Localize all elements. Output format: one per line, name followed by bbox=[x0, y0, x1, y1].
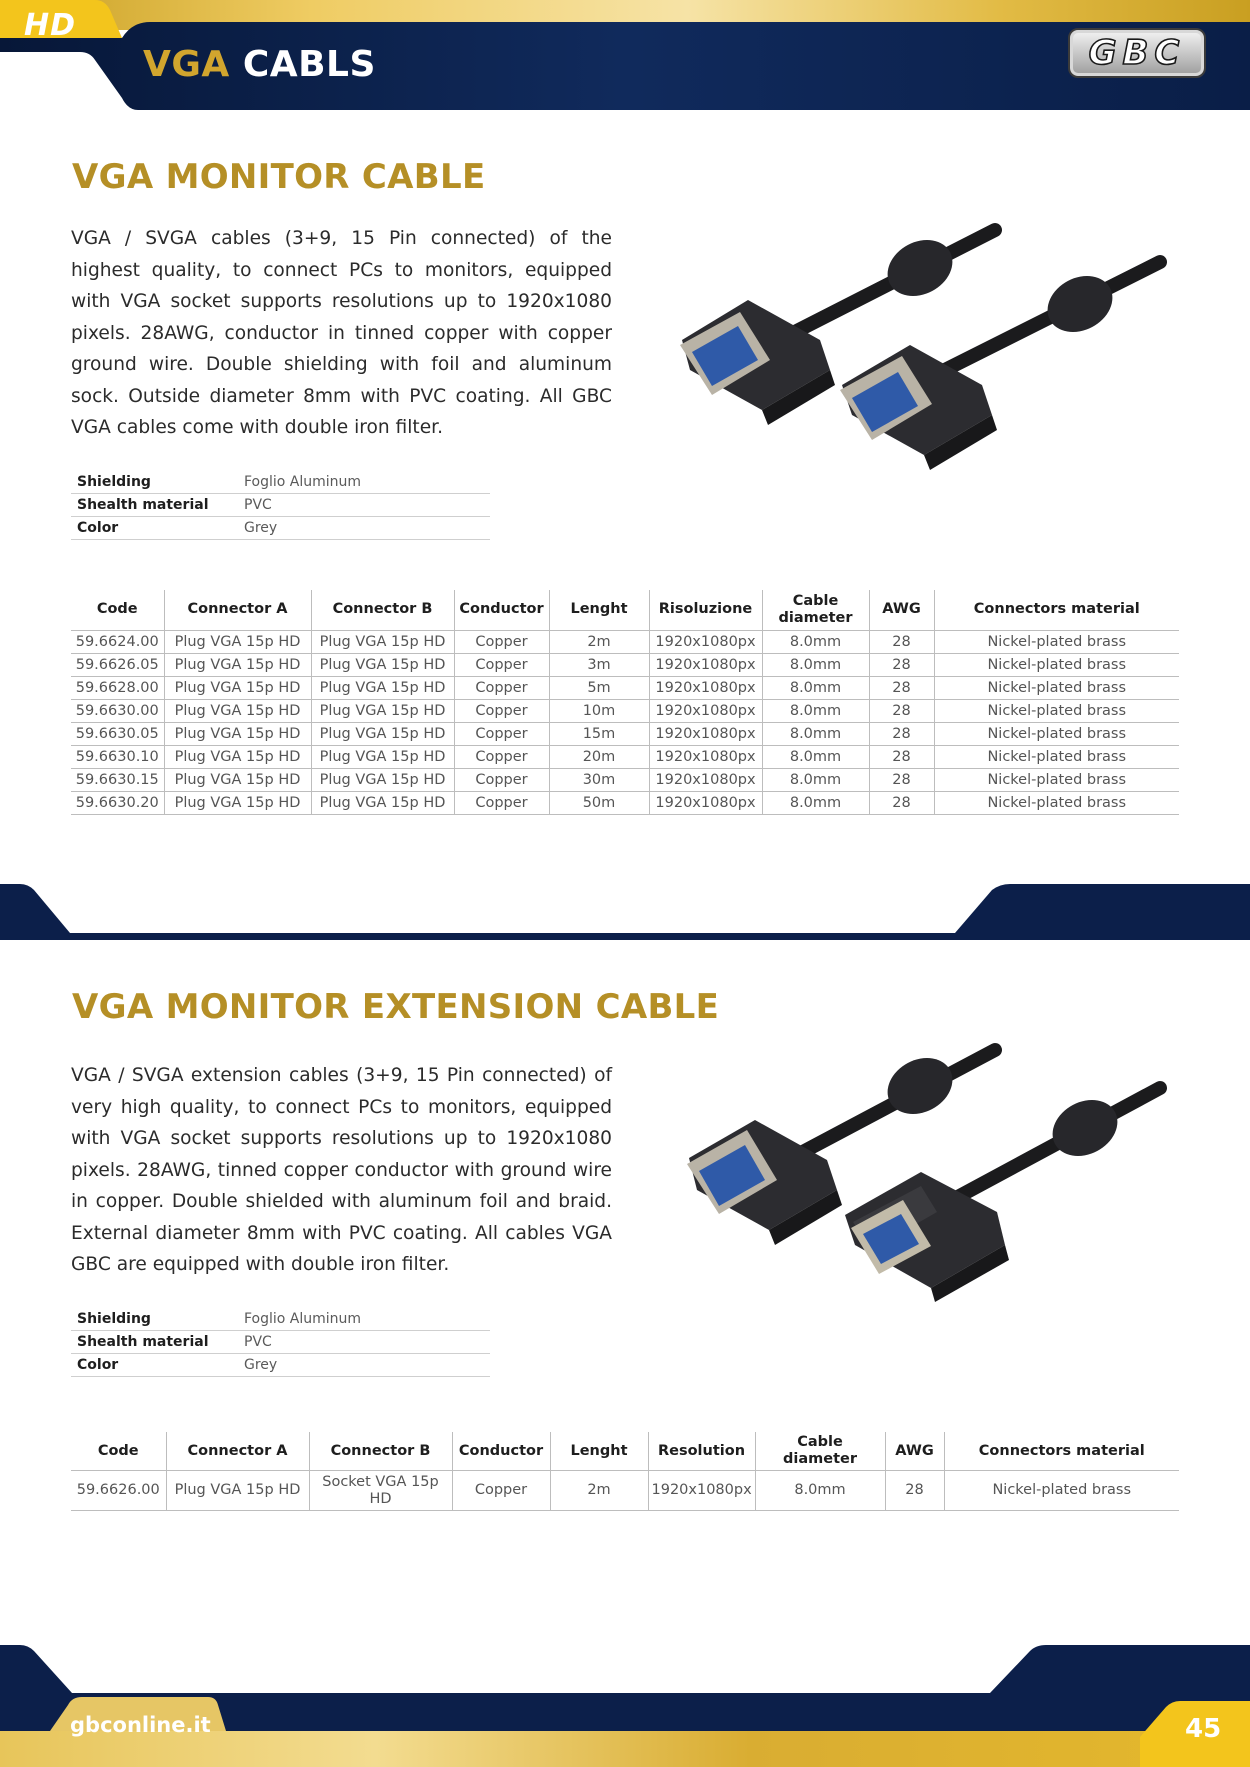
table-cell: Copper bbox=[454, 630, 549, 653]
spec-row bbox=[71, 471, 490, 494]
spec-row bbox=[71, 1331, 490, 1354]
table-cell: 1920x1080px bbox=[649, 699, 762, 722]
table-cell: Nickel-plated brass bbox=[934, 722, 1179, 745]
table-cell: 1920x1080px bbox=[649, 745, 762, 768]
table-cell: Copper bbox=[452, 1471, 550, 1511]
spec-label: Shealth material bbox=[71, 1331, 238, 1354]
vga-cable-product-image bbox=[670, 220, 1175, 490]
table-cell: Nickel-plated brass bbox=[934, 791, 1179, 814]
table-cell: Copper bbox=[454, 676, 549, 699]
table-cell: 28 bbox=[869, 630, 934, 653]
table-cell: 59.6630.00 bbox=[71, 699, 164, 722]
table-row bbox=[71, 676, 1179, 699]
spec-value: Grey bbox=[238, 1354, 490, 1377]
footer-band bbox=[0, 1645, 1250, 1767]
table-cell: Copper bbox=[454, 722, 549, 745]
table-cell: 1920x1080px bbox=[649, 768, 762, 791]
table-row bbox=[71, 745, 1179, 768]
table-cell: Plug VGA 15p HD bbox=[311, 722, 454, 745]
column-header: AWG bbox=[869, 590, 934, 630]
table-cell: Plug VGA 15p HD bbox=[164, 699, 311, 722]
section-description: VGA / SVGA cables (3+9, 15 Pin connected) of the highest quality, to connect PCs to monitors, equipped with VGA socket supports resolutions up to 1920x1080 pixels. 28AWG, conductor in tinned copper with copper ground wire. Double shielding with foil and aluminum sock. Outside diameter 8mm with PVC coating. All GBC VGA cables come with double iron filter. bbox=[71, 228, 612, 438]
table-cell: Copper bbox=[454, 768, 549, 791]
table-row bbox=[71, 653, 1179, 676]
table-cell: Nickel-plated brass bbox=[944, 1471, 1179, 1511]
table-cell: 8.0mm bbox=[762, 768, 869, 791]
table-cell: 59.6624.00 bbox=[71, 630, 164, 653]
table-cell: 8.0mm bbox=[762, 745, 869, 768]
column-header: AWG bbox=[885, 1432, 944, 1471]
page-header-title bbox=[143, 44, 376, 85]
table-cell: Plug VGA 15p HD bbox=[311, 699, 454, 722]
spec-label: Color bbox=[71, 517, 238, 540]
section-description: VGA / SVGA extension cables (3+9, 15 Pin connected) of very high quality, to connect PCs to monitors, equipped with VGA socket supports resolutions up to 1920x1080 pixels. 28AWG, tinned copper conductor with ground wire in copper. Double shielded with aluminum foil and braid. External diameter 8mm with PVC coating. All cables VGA GBC are equipped with double iron filter. bbox=[71, 1065, 612, 1275]
table-cell: Plug VGA 15p HD bbox=[164, 653, 311, 676]
table-cell: 28 bbox=[885, 1471, 944, 1511]
table-cell: 59.6626.00 bbox=[71, 1471, 166, 1511]
table-cell: 28 bbox=[869, 676, 934, 699]
spec-row bbox=[71, 494, 490, 517]
product-table bbox=[71, 1432, 1179, 1511]
table-cell: Copper bbox=[454, 791, 549, 814]
spec-row bbox=[71, 517, 490, 540]
column-header: Code bbox=[71, 1432, 166, 1471]
table-cell: Nickel-plated brass bbox=[934, 630, 1179, 653]
table-cell: 8.0mm bbox=[762, 653, 869, 676]
column-header: Connector B bbox=[311, 590, 454, 630]
table-cell: 1920x1080px bbox=[649, 791, 762, 814]
product-table bbox=[71, 590, 1179, 815]
table-row bbox=[71, 791, 1179, 814]
spec-row bbox=[71, 1354, 490, 1377]
table-cell: 59.6626.05 bbox=[71, 653, 164, 676]
table-row bbox=[71, 768, 1179, 791]
table-row bbox=[71, 722, 1179, 745]
table-cell: Plug VGA 15p HD bbox=[164, 722, 311, 745]
table-cell: Nickel-plated brass bbox=[934, 768, 1179, 791]
table-cell: 8.0mm bbox=[762, 676, 869, 699]
column-header: Connector A bbox=[164, 590, 311, 630]
spec-label: Shielding bbox=[71, 1308, 238, 1331]
column-header: Conductor bbox=[454, 590, 549, 630]
table-cell: Plug VGA 15p HD bbox=[164, 768, 311, 791]
spec-label: Shealth material bbox=[71, 494, 238, 517]
spec-value: Grey bbox=[238, 517, 490, 540]
table-cell: Plug VGA 15p HD bbox=[311, 676, 454, 699]
gbc-logo-text: GBC bbox=[1088, 33, 1186, 73]
table-cell: 10m bbox=[549, 699, 649, 722]
column-header: Cable diameter bbox=[755, 1432, 885, 1471]
table-cell: 1920x1080px bbox=[649, 676, 762, 699]
column-header: Risoluzione bbox=[649, 590, 762, 630]
spec-label: Color bbox=[71, 1354, 238, 1377]
table-cell: 59.6628.00 bbox=[71, 676, 164, 699]
table-cell: Nickel-plated brass bbox=[934, 745, 1179, 768]
table-cell: 3m bbox=[549, 653, 649, 676]
column-header: Lenght bbox=[549, 590, 649, 630]
table-cell: 28 bbox=[869, 699, 934, 722]
table-cell: Plug VGA 15p HD bbox=[311, 791, 454, 814]
table-cell: 1920x1080px bbox=[648, 1471, 755, 1511]
table-cell: 1920x1080px bbox=[649, 630, 762, 653]
table-cell: 28 bbox=[869, 722, 934, 745]
table-cell: Plug VGA 15p HD bbox=[164, 745, 311, 768]
table-cell: Plug VGA 15p HD bbox=[164, 791, 311, 814]
table-cell: Plug VGA 15p HD bbox=[311, 745, 454, 768]
column-header: Lenght bbox=[550, 1432, 648, 1471]
gbc-logo bbox=[1068, 28, 1206, 78]
table-cell: Plug VGA 15p HD bbox=[311, 630, 454, 653]
column-header: Code bbox=[71, 590, 164, 630]
table-cell: Plug VGA 15p HD bbox=[164, 676, 311, 699]
table-cell: 8.0mm bbox=[762, 699, 869, 722]
spec-table bbox=[71, 471, 490, 540]
section-divider-band bbox=[0, 884, 1250, 940]
table-cell: 50m bbox=[549, 791, 649, 814]
table-cell: Copper bbox=[454, 653, 549, 676]
table-cell: Plug VGA 15p HD bbox=[311, 768, 454, 791]
table-cell: 28 bbox=[869, 745, 934, 768]
header-title-accent: VGA bbox=[143, 44, 230, 85]
hd-badge: HD bbox=[24, 8, 77, 43]
table-cell: 5m bbox=[549, 676, 649, 699]
table-cell: 8.0mm bbox=[762, 722, 869, 745]
spec-value: Foglio Aluminum bbox=[238, 1308, 490, 1331]
spec-value: PVC bbox=[238, 494, 490, 517]
column-header: Cable diameter bbox=[762, 590, 869, 630]
column-header: Conductor bbox=[452, 1432, 550, 1471]
vga-extension-cable-product-image bbox=[675, 1040, 1175, 1315]
table-cell: 8.0mm bbox=[755, 1471, 885, 1511]
website-link[interactable]: gbconline.it bbox=[70, 1713, 211, 1737]
section-title: VGA MONITOR CABLE bbox=[72, 157, 486, 197]
table-cell: 30m bbox=[549, 768, 649, 791]
table-cell: 15m bbox=[549, 722, 649, 745]
table-cell: Copper bbox=[454, 745, 549, 768]
table-header-row bbox=[71, 1432, 1179, 1471]
table-cell: 28 bbox=[869, 768, 934, 791]
table-cell: Plug VGA 15p HD bbox=[166, 1471, 309, 1511]
column-header: Connector A bbox=[166, 1432, 309, 1471]
table-cell: Plug VGA 15p HD bbox=[164, 630, 311, 653]
page-number: 45 bbox=[1185, 1714, 1222, 1744]
column-header: Connector B bbox=[309, 1432, 452, 1471]
table-cell: 1920x1080px bbox=[649, 722, 762, 745]
spec-table bbox=[71, 1308, 490, 1377]
column-header: Resolution bbox=[648, 1432, 755, 1471]
table-row bbox=[71, 699, 1179, 722]
table-cell: 28 bbox=[869, 653, 934, 676]
table-cell: 59.6630.20 bbox=[71, 791, 164, 814]
column-header: Connectors material bbox=[934, 590, 1179, 630]
table-cell: Socket VGA 15p HD bbox=[309, 1471, 452, 1511]
table-cell: 59.6630.10 bbox=[71, 745, 164, 768]
table-cell: Nickel-plated brass bbox=[934, 699, 1179, 722]
table-cell: Plug VGA 15p HD bbox=[311, 653, 454, 676]
spec-label: Shielding bbox=[71, 471, 238, 494]
table-cell: 20m bbox=[549, 745, 649, 768]
spec-value: Foglio Aluminum bbox=[238, 471, 490, 494]
table-cell: 59.6630.05 bbox=[71, 722, 164, 745]
table-cell: Nickel-plated brass bbox=[934, 676, 1179, 699]
section-title: VGA MONITOR EXTENSION CABLE bbox=[72, 987, 720, 1027]
table-header-row bbox=[71, 590, 1179, 630]
table-cell: Copper bbox=[454, 699, 549, 722]
column-header: Connectors material bbox=[944, 1432, 1179, 1471]
header-title-rest: CABLS bbox=[242, 44, 376, 85]
table-cell: 1920x1080px bbox=[649, 653, 762, 676]
table-row bbox=[71, 630, 1179, 653]
table-row bbox=[71, 1471, 1179, 1511]
table-cell: 2m bbox=[550, 1471, 648, 1511]
table-cell: Nickel-plated brass bbox=[934, 653, 1179, 676]
spec-row bbox=[71, 1308, 490, 1331]
table-cell: 28 bbox=[869, 791, 934, 814]
spec-value: PVC bbox=[238, 1331, 490, 1354]
table-cell: 2m bbox=[549, 630, 649, 653]
table-cell: 59.6630.15 bbox=[71, 768, 164, 791]
table-cell: 8.0mm bbox=[762, 630, 869, 653]
table-cell: 8.0mm bbox=[762, 791, 869, 814]
